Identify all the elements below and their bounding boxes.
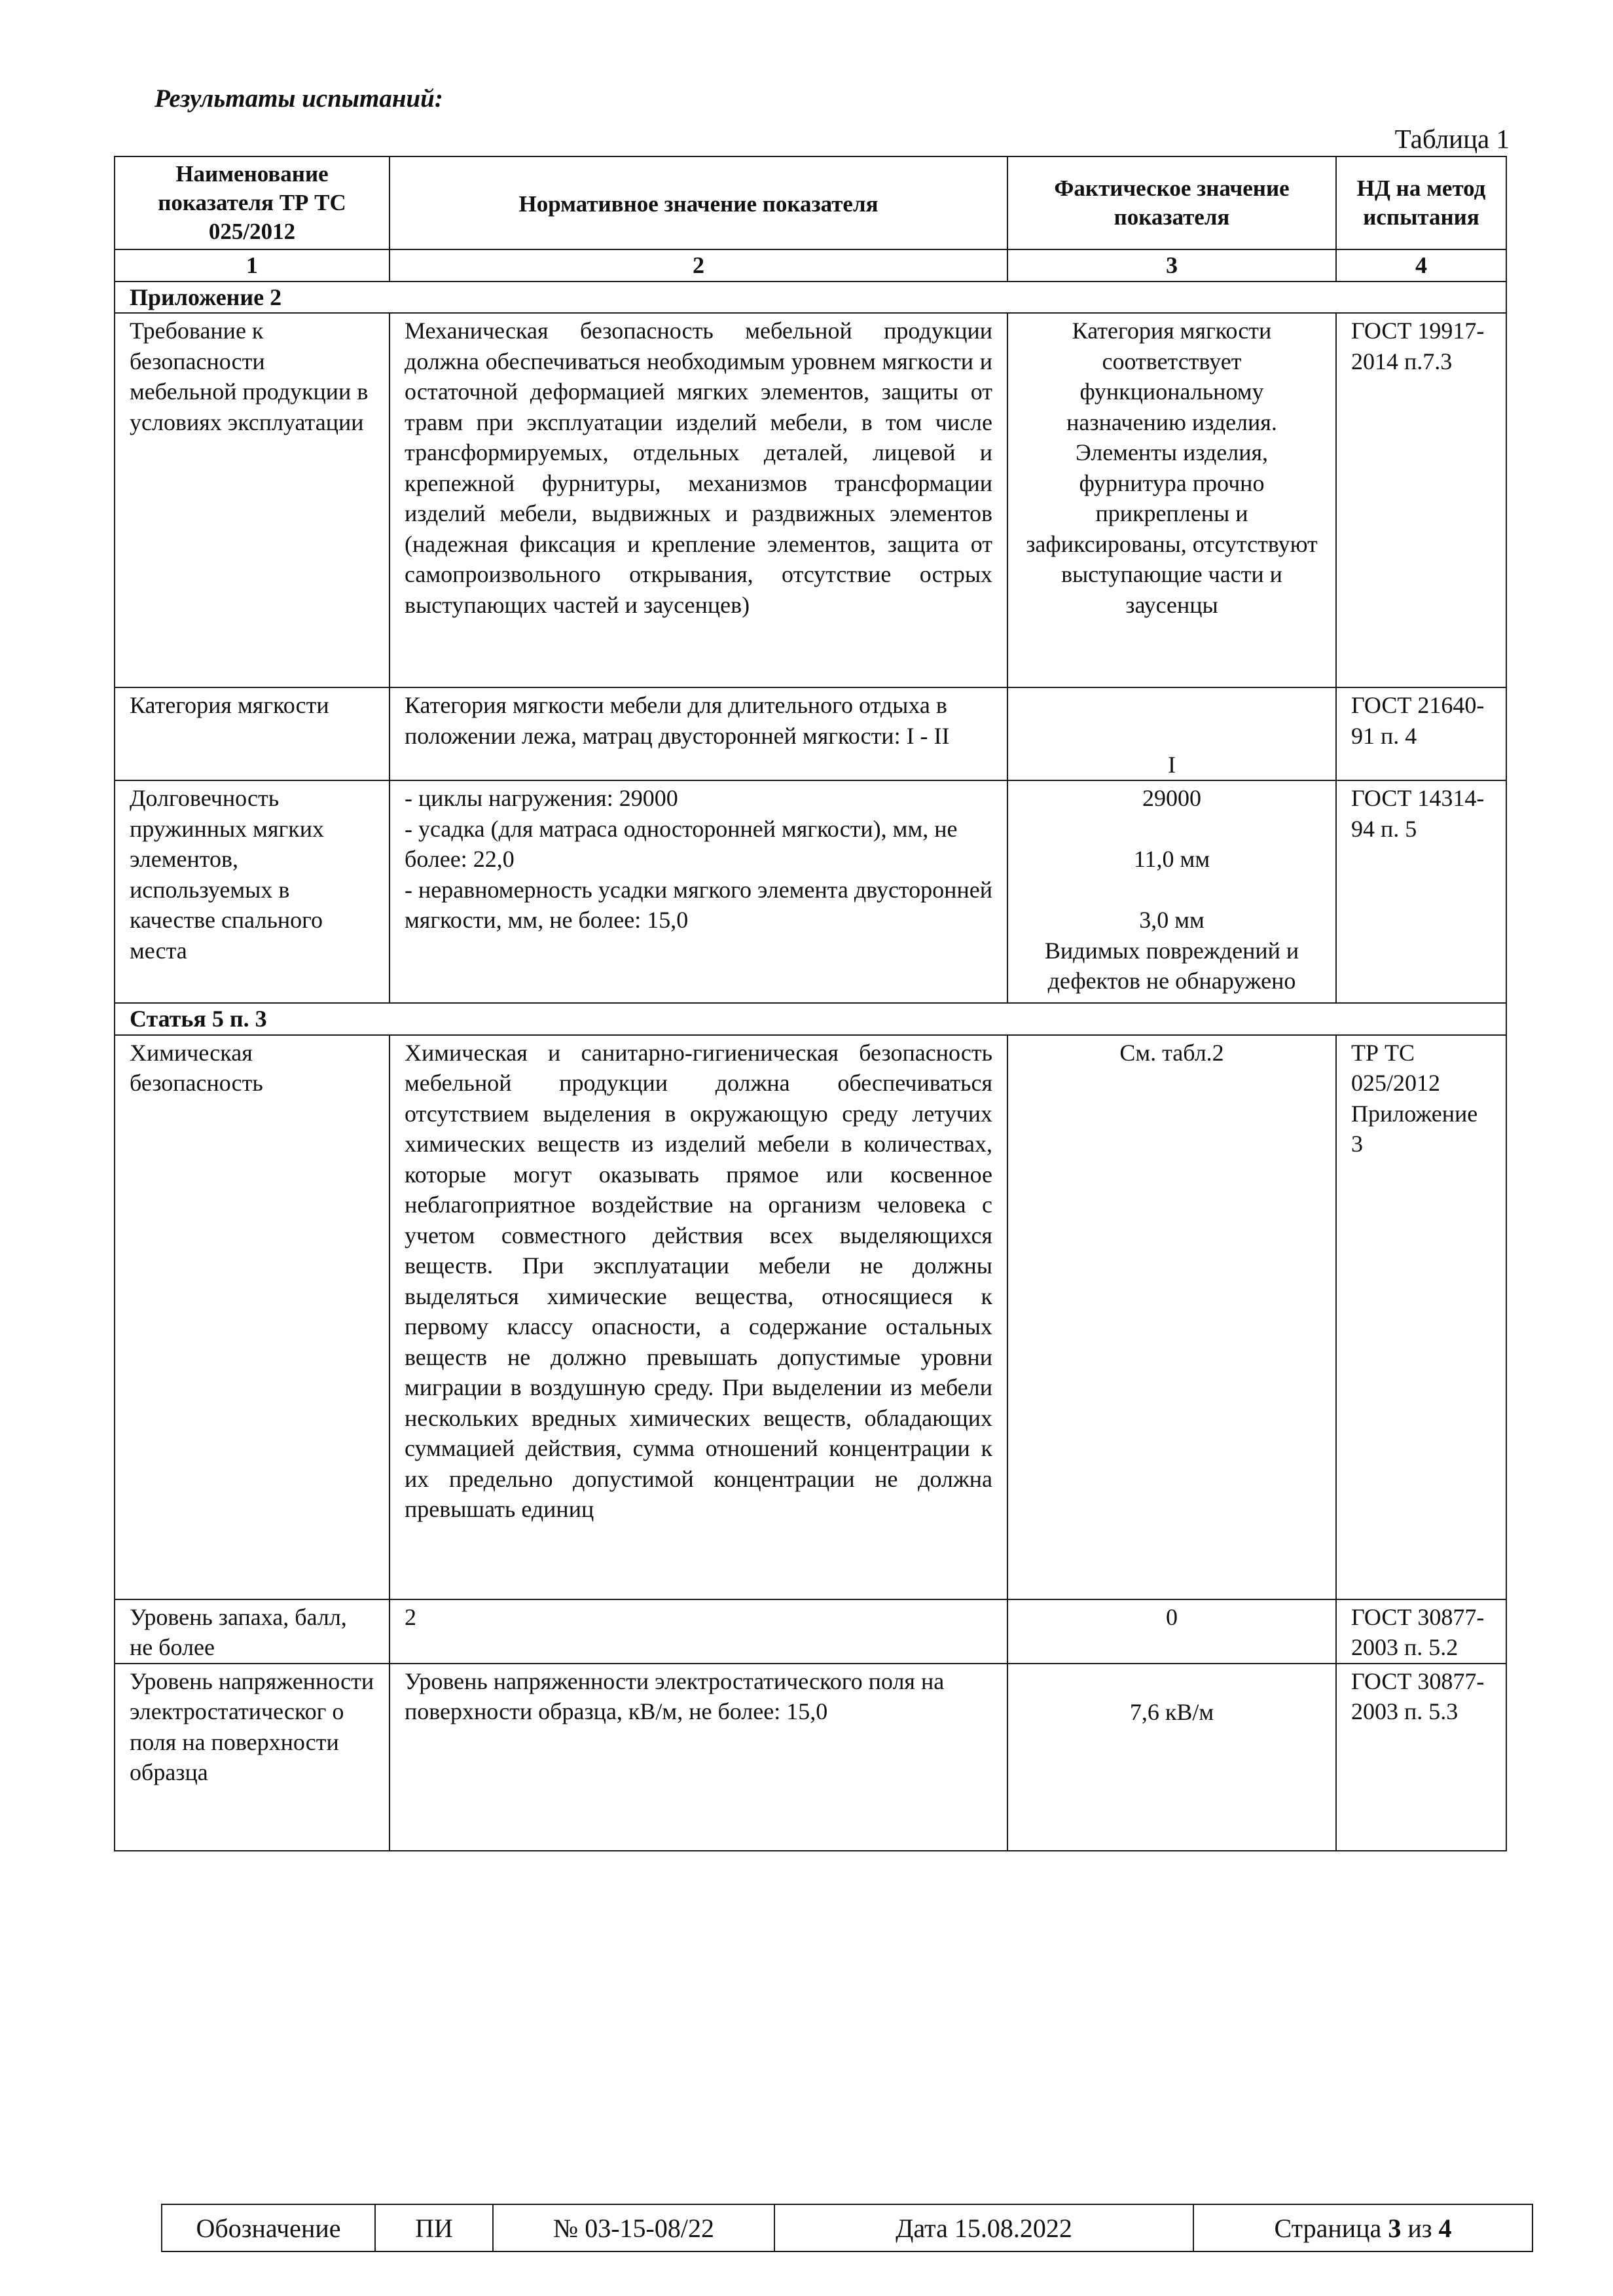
actual-value: См. табл.2 — [1007, 1035, 1336, 1599]
document-footer — [161, 2204, 1533, 2252]
indicator-name: Химическая безопасность — [115, 1035, 390, 1599]
table-header-row — [115, 156, 1506, 249]
normative-value — [390, 780, 1007, 1003]
table-row — [115, 313, 1506, 687]
indicator-name: Требование к безопасности мебельной продукции в условиях эксплуатации — [115, 313, 390, 687]
actual-line: 29000 — [1142, 785, 1201, 811]
table-row — [115, 1035, 1506, 1599]
results-table — [114, 156, 1507, 1851]
page-separator: из — [1407, 2213, 1432, 2243]
actual-value: 0 — [1007, 1599, 1336, 1664]
indicator-name: Долговечность пружинных мягких элементов, используемых в качестве спального места — [115, 780, 390, 1003]
table-row — [115, 1599, 1506, 1664]
page-heading: Результаты испытаний: — [154, 84, 443, 113]
test-method: ГОСТ 30877-2003 п. 5.2 — [1336, 1599, 1506, 1664]
actual-value: 7,6 кВ/м — [1007, 1664, 1336, 1851]
section-title: Приложение 2 — [115, 282, 1506, 314]
header-actual-value: Фактическое значение показателя — [1007, 156, 1336, 249]
section-row — [115, 282, 1506, 314]
indicator-name: Уровень напряженности электростатическог о поля на поверхности образца — [115, 1664, 390, 1851]
column-number: 4 — [1336, 249, 1506, 282]
normative-value: Механическая безопасность мебельной продукции должна обеспечиваться необходимым уровнем мягкости и остаточной деформацией мягких элементов, защиты от травм при эксплуатации изделий мебели, в том числе трансформируемых, отдельных деталей, лицевой и крепежной фурнитуры, механизмов трансформации изделий мебели, выдвижных и раздвижных элементов (надежная фиксация и крепление элементов, защита от самопроизвольного открывания, отсутствие острых выступающих частей и заусенцев) — [390, 313, 1007, 687]
indicator-name: Категория мягкости — [115, 687, 390, 780]
header-test-method: НД на метод испытания — [1336, 156, 1506, 249]
test-method: ГОСТ 19917-2014 п.7.3 — [1336, 313, 1506, 687]
header-normative-value: Нормативное значение показателя — [390, 156, 1007, 249]
test-method: ТР ТС 025/2012 Приложение 3 — [1336, 1035, 1506, 1599]
column-number: 1 — [115, 249, 390, 282]
page-current: 3 — [1388, 2213, 1402, 2243]
test-method: ГОСТ 21640-91 п. 4 — [1336, 687, 1506, 780]
normative-value: 2 — [390, 1599, 1007, 1664]
table-caption: Таблица 1 — [1394, 124, 1510, 154]
test-method: ГОСТ 30877-2003 п. 5.3 — [1336, 1664, 1506, 1851]
column-number: 2 — [390, 249, 1007, 282]
page-total: 4 — [1438, 2213, 1452, 2243]
actual-line: 11,0 мм — [1133, 846, 1210, 872]
footer-doc-type: ПИ — [375, 2204, 493, 2251]
normative-value: Категория мягкости мебели для длительного отдыха в положении лежа, матрац двусторонней мягкости: I - II — [390, 687, 1007, 780]
actual-value — [1007, 780, 1336, 1003]
footer-doc-number: № 03-15-08/22 — [493, 2204, 774, 2251]
actual-line: 3,0 мм — [1139, 907, 1205, 933]
table-row — [115, 1664, 1506, 1851]
header-indicator-name: Наименование показателя ТР ТС 025/2012 — [115, 156, 390, 249]
normative-value: Уровень напряженности электростатического поля на поверхности образца, кВ/м, не более: 15,0 — [390, 1664, 1007, 1851]
column-number: 3 — [1007, 249, 1336, 282]
column-number-row — [115, 249, 1506, 282]
indicator-name: Уровень запаха, балл, не более — [115, 1599, 390, 1664]
actual-line: Видимых повреждений и дефектов не обнаружено — [1044, 937, 1299, 994]
section-row — [115, 1003, 1506, 1035]
page-prefix: Страница — [1274, 2213, 1382, 2243]
norm-line: - усадка (для матраса односторонней мягкости), мм, не более: 22,0 — [405, 815, 958, 872]
norm-line: - циклы нагружения: 29000 — [405, 785, 678, 811]
actual-value: Категория мягкости соответствует функциональному назначению изделия. Элементы изделия, фурнитура прочно прикреплены и зафиксированы, отсутствуют выступающие части и заусенцы — [1007, 313, 1336, 687]
footer-designation-label: Обозначение — [162, 2204, 375, 2251]
section-title: Статья 5 п. 3 — [115, 1003, 1506, 1035]
table-row — [115, 687, 1506, 780]
actual-value: I — [1007, 687, 1336, 780]
test-method: ГОСТ 14314-94 п. 5 — [1336, 780, 1506, 1003]
footer-page-number — [1193, 2204, 1532, 2251]
norm-line: - неравномерность усадки мягкого элемента двусторонней мягкости, мм, не более: 15,0 — [405, 876, 992, 933]
normative-value: Химическая и санитарно-гигиеническая безопасность мебельной продукции должна обеспечиваться отсутствием выделения в окружающую среду летучих химических веществ из изделий мебели в количествах, которые могут оказывать прямое или косвенное неблагоприятное воздействие на организм человека с учетом совместного действия всех выделяющихся веществ. При эксплуатации мебели не должны выделяться химические вещества, относящиеся к первому классу опасности, а содержание остальных веществ не должно превышать допустимые уровни миграции в воздушную среду. При выделении из мебели нескольких вредных химических веществ, обладающих суммацией действия, сумма отношений концентрации к их предельно допустимой концентрации не должна превышать единиц — [390, 1035, 1007, 1599]
table-row — [115, 780, 1506, 1003]
footer-date: Дата 15.08.2022 — [774, 2204, 1193, 2251]
